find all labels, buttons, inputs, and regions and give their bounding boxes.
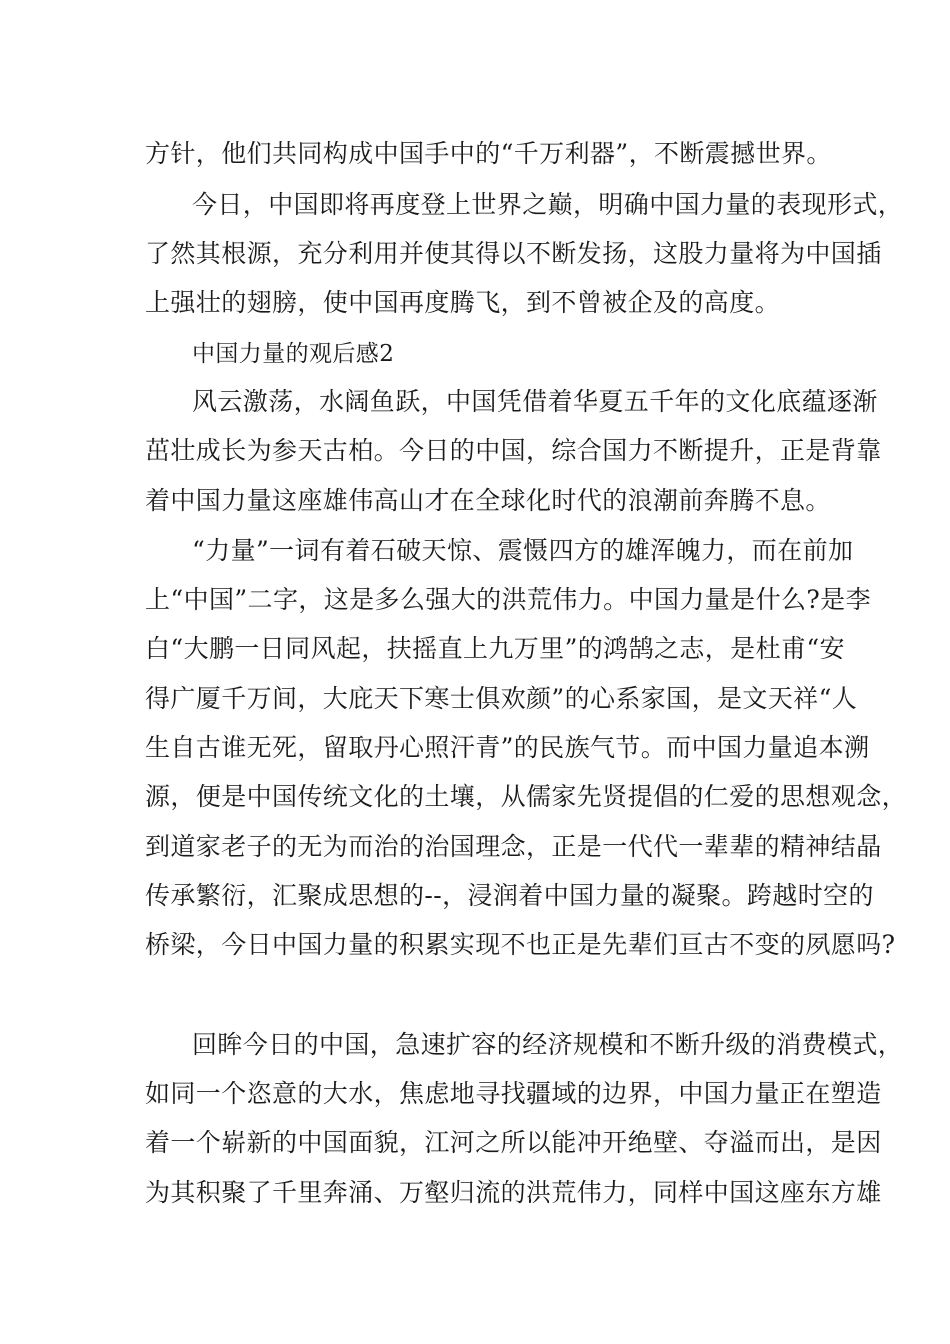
text-line: 为其积聚了千里奔涌、万壑归流的洪荒伟力，同样中国这座东方雄 (145, 1178, 882, 1207)
paragraph-start: 回眸今日的中国，急速扩容的经济规模和不断升级的消费模式， (192, 1030, 904, 1059)
text-line: 得广厦千万间，大庇天下寒士俱欢颜”的心系家国，是文天祥“人 (145, 684, 858, 713)
text-line: 上强壮的翅膀，使中国再度腾飞，到不曾被企及的高度。 (145, 288, 781, 317)
text-line: 源，便是中国传统文化的土壤，从儒家先贤提倡的仁爱的思想观念， (145, 782, 908, 811)
text-line: 着一个崭新的中国面貌，江河之所以能冲开绝壁、夺溢而出，是因 (145, 1128, 882, 1157)
text-line: 茁壮成长为参天古柏。今日的中国，综合国力不断提升，正是背靠 (145, 436, 882, 465)
section-heading: 中国力量的观后感2 (192, 341, 395, 367)
text-line: 桥梁，今日中国力量的积累实现不也正是先辈们亘古不变的夙愿吗? (145, 930, 896, 959)
text-line: 生自古谁无死，留取丹心照汗青”的民族气节。而中国力量追本溯 (145, 733, 870, 762)
paragraph-start: “力量”一词有着石破天惊、震慑四方的雄浑魄力，而在前加 (192, 536, 854, 565)
text-line: 了然其根源，充分利用并使其得以不断发扬，这股力量将为中国插 (145, 239, 882, 268)
text-line: 上“中国”二字，这是多么强大的洪荒伟力。中国力量是什么?是李 (145, 585, 871, 614)
text-line: 到道家老子的无为而治的治国理念，正是一代代一辈辈的精神结晶 (145, 832, 882, 861)
text-line: 传承繁衍，汇聚成思想的--，浸润着中国力量的凝聚。跨越时空的 (145, 881, 874, 910)
paragraph-start: 风云激荡，水阔鱼跃，中国凭借着华夏五千年的文化底蕴逐渐 (192, 387, 878, 416)
text-line: 如同一个恣意的大水，焦虑地寻找疆域的边界，中国力量正在塑造 (145, 1079, 882, 1108)
paragraph-start: 今日，中国即将再度登上世界之巅，明确中国力量的表现形式， (192, 190, 904, 219)
text-line: 白“大鹏一日同风起，扶摇直上九万里”的鸿鹄之志，是杜甫“安 (145, 634, 845, 663)
text-line: 方针，他们共同构成中国手中的“千万利器”，不断震撼世界。 (145, 139, 832, 168)
text-line: 着中国力量这座雄伟高山才在全球化时代的浪潮前奔腾不息。 (145, 486, 831, 515)
